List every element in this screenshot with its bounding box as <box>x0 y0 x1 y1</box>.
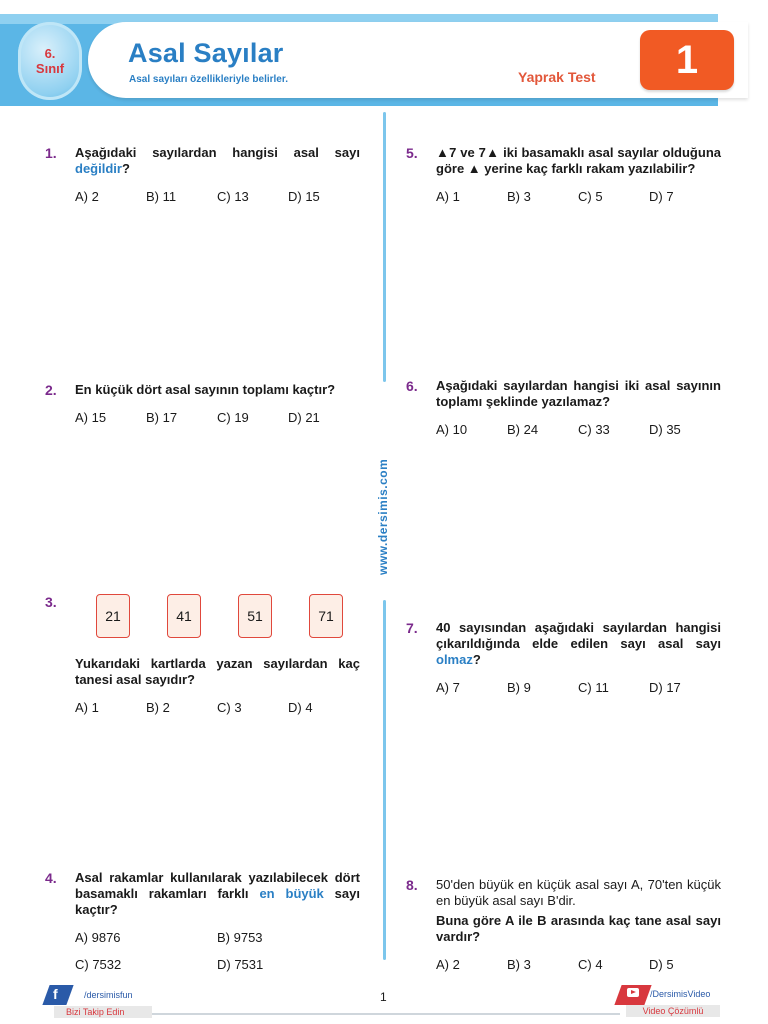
question-emphasis: değildir <box>75 161 122 176</box>
question-text-part: sayı kaçtır? <box>75 886 360 917</box>
option-d[interactable]: D) 17 <box>649 680 681 695</box>
facebook-icon[interactable]: f <box>53 986 58 1002</box>
option-a[interactable]: A) 9876 <box>75 930 121 945</box>
option-d[interactable]: D) 7 <box>649 189 674 204</box>
footer-line <box>150 1013 620 1015</box>
option-b[interactable]: B) 9753 <box>217 930 263 945</box>
option-a[interactable]: A) 1 <box>75 700 99 715</box>
question-text <box>436 620 721 668</box>
question-text-part: Aşağıdaki sayılardan hangisi asal sayı <box>75 145 360 160</box>
option-a[interactable]: A) 10 <box>436 422 468 437</box>
grade-label: Sınıf <box>35 61 65 76</box>
question-text-part: 40 sayısından aşağıdaki sayılardan hangisi çıkarıldığında elde edilen sayı asal sayı <box>436 620 721 651</box>
question-emphasis: olmaz <box>436 652 473 667</box>
grade-number: 6. <box>44 46 56 61</box>
question-2 <box>45 382 360 425</box>
question-text-part: Asal rakamlar kullanılarak yazılabilecek dört basamaklı rakamları farklı <box>75 870 360 901</box>
facebook-badge[interactable] <box>42 985 73 1005</box>
option-b[interactable]: B) 9 <box>507 680 531 695</box>
number-card: 51 <box>238 594 272 638</box>
options <box>75 700 360 715</box>
column-divider-bottom <box>383 600 386 960</box>
question-number: 3. <box>45 594 57 610</box>
question-3 <box>75 656 360 715</box>
youtube-handle[interactable]: /DersimisVideo <box>650 989 711 999</box>
option-d[interactable]: D) 4 <box>288 700 313 715</box>
option-a[interactable]: A) 2 <box>75 189 99 204</box>
option-d[interactable]: D) 7531 <box>217 957 264 972</box>
page-subtitle: Asal sayıları özellikleriyle belirler. <box>129 74 288 85</box>
question-text <box>75 145 360 177</box>
number-card: 71 <box>309 594 343 638</box>
question-number: 5. <box>406 145 418 161</box>
options <box>436 680 721 695</box>
question-7 <box>406 620 721 695</box>
option-a[interactable]: A) 2 <box>436 957 460 972</box>
question-number: 6. <box>406 378 418 394</box>
question-number: 2. <box>45 382 57 398</box>
option-a[interactable]: A) 1 <box>436 189 460 204</box>
facebook-handle[interactable]: /dersimisfun <box>84 990 133 1000</box>
options <box>75 410 360 425</box>
option-b[interactable]: B) 24 <box>507 422 539 437</box>
option-d[interactable]: D) 5 <box>649 957 674 972</box>
option-d[interactable]: D) 21 <box>288 410 320 425</box>
question-4 <box>45 870 360 972</box>
options <box>75 930 360 972</box>
question-text: ▲7 ve 7▲ iki basamaklı asal sayılar olduğuna göre ▲ yerine kaç farklı rakam yazılabilir? <box>436 145 721 176</box>
option-a[interactable]: A) 15 <box>75 410 107 425</box>
question-text-part: ? <box>472 652 481 667</box>
question-text: En küçük dört asal sayının toplamı kaçtır? <box>75 382 336 397</box>
option-c[interactable]: C) 13 <box>217 189 249 204</box>
question-text: Yukarıdaki kartlarda yazan sayılardan kaç tanesi asal sayıdır? <box>75 656 360 687</box>
question-text-part: ? <box>121 161 130 176</box>
video-solution-label: Video Çözümlü <box>626 1005 720 1017</box>
test-number-badge: 1 <box>640 30 734 90</box>
option-a[interactable]: A) 7 <box>436 680 460 695</box>
options <box>75 189 360 204</box>
option-b[interactable]: B) 17 <box>146 410 178 425</box>
question-1 <box>45 145 360 204</box>
option-b[interactable]: B) 3 <box>507 189 531 204</box>
option-c[interactable]: C) 7532 <box>75 957 122 972</box>
grade-badge <box>18 22 82 100</box>
page-title: Asal Sayılar <box>128 38 284 68</box>
option-c[interactable]: C) 3 <box>217 700 242 715</box>
question-number: 8. <box>406 877 418 893</box>
number-cards <box>96 594 380 638</box>
option-c[interactable]: C) 5 <box>578 189 603 204</box>
options <box>436 189 721 204</box>
option-d[interactable]: D) 35 <box>649 422 681 437</box>
question-number: 1. <box>45 145 57 161</box>
question-text: Aşağıdaki sayılardan hangisi iki asal sayının toplamı şeklinde yazılamaz? <box>436 378 721 409</box>
question-text: Buna göre A ile B arasında kaç tane asal sayı vardır? <box>436 913 721 944</box>
question-emphasis: en büyük <box>259 886 324 901</box>
option-b[interactable]: B) 2 <box>146 700 170 715</box>
youtube-icon[interactable] <box>627 988 639 997</box>
options <box>436 957 721 972</box>
question-number: 7. <box>406 620 418 636</box>
watermark: www.dersimis.com <box>376 458 390 575</box>
page-number: 1 <box>380 990 387 1004</box>
option-d[interactable]: D) 15 <box>288 189 320 204</box>
follow-label: Bizi Takip Edin <box>54 1006 152 1018</box>
options <box>436 422 721 437</box>
test-type: Yaprak Test <box>518 69 596 85</box>
option-c[interactable]: C) 4 <box>578 957 603 972</box>
option-c[interactable]: C) 11 <box>578 680 609 695</box>
question-8 <box>406 877 721 972</box>
number-card: 21 <box>96 594 130 638</box>
option-c[interactable]: C) 19 <box>217 410 249 425</box>
option-b[interactable]: B) 11 <box>146 189 177 204</box>
option-b[interactable]: B) 3 <box>507 957 531 972</box>
question-premise: 50'den büyük en küçük asal sayı A, 70'ten küçük en büyük asal sayı B'dir. <box>436 877 721 908</box>
option-c[interactable]: C) 33 <box>578 422 610 437</box>
column-divider-top <box>383 112 386 382</box>
question-text <box>75 870 360 918</box>
question-number: 4. <box>45 870 57 886</box>
question-5 <box>406 145 721 204</box>
number-card: 41 <box>167 594 201 638</box>
question-6 <box>406 378 721 437</box>
